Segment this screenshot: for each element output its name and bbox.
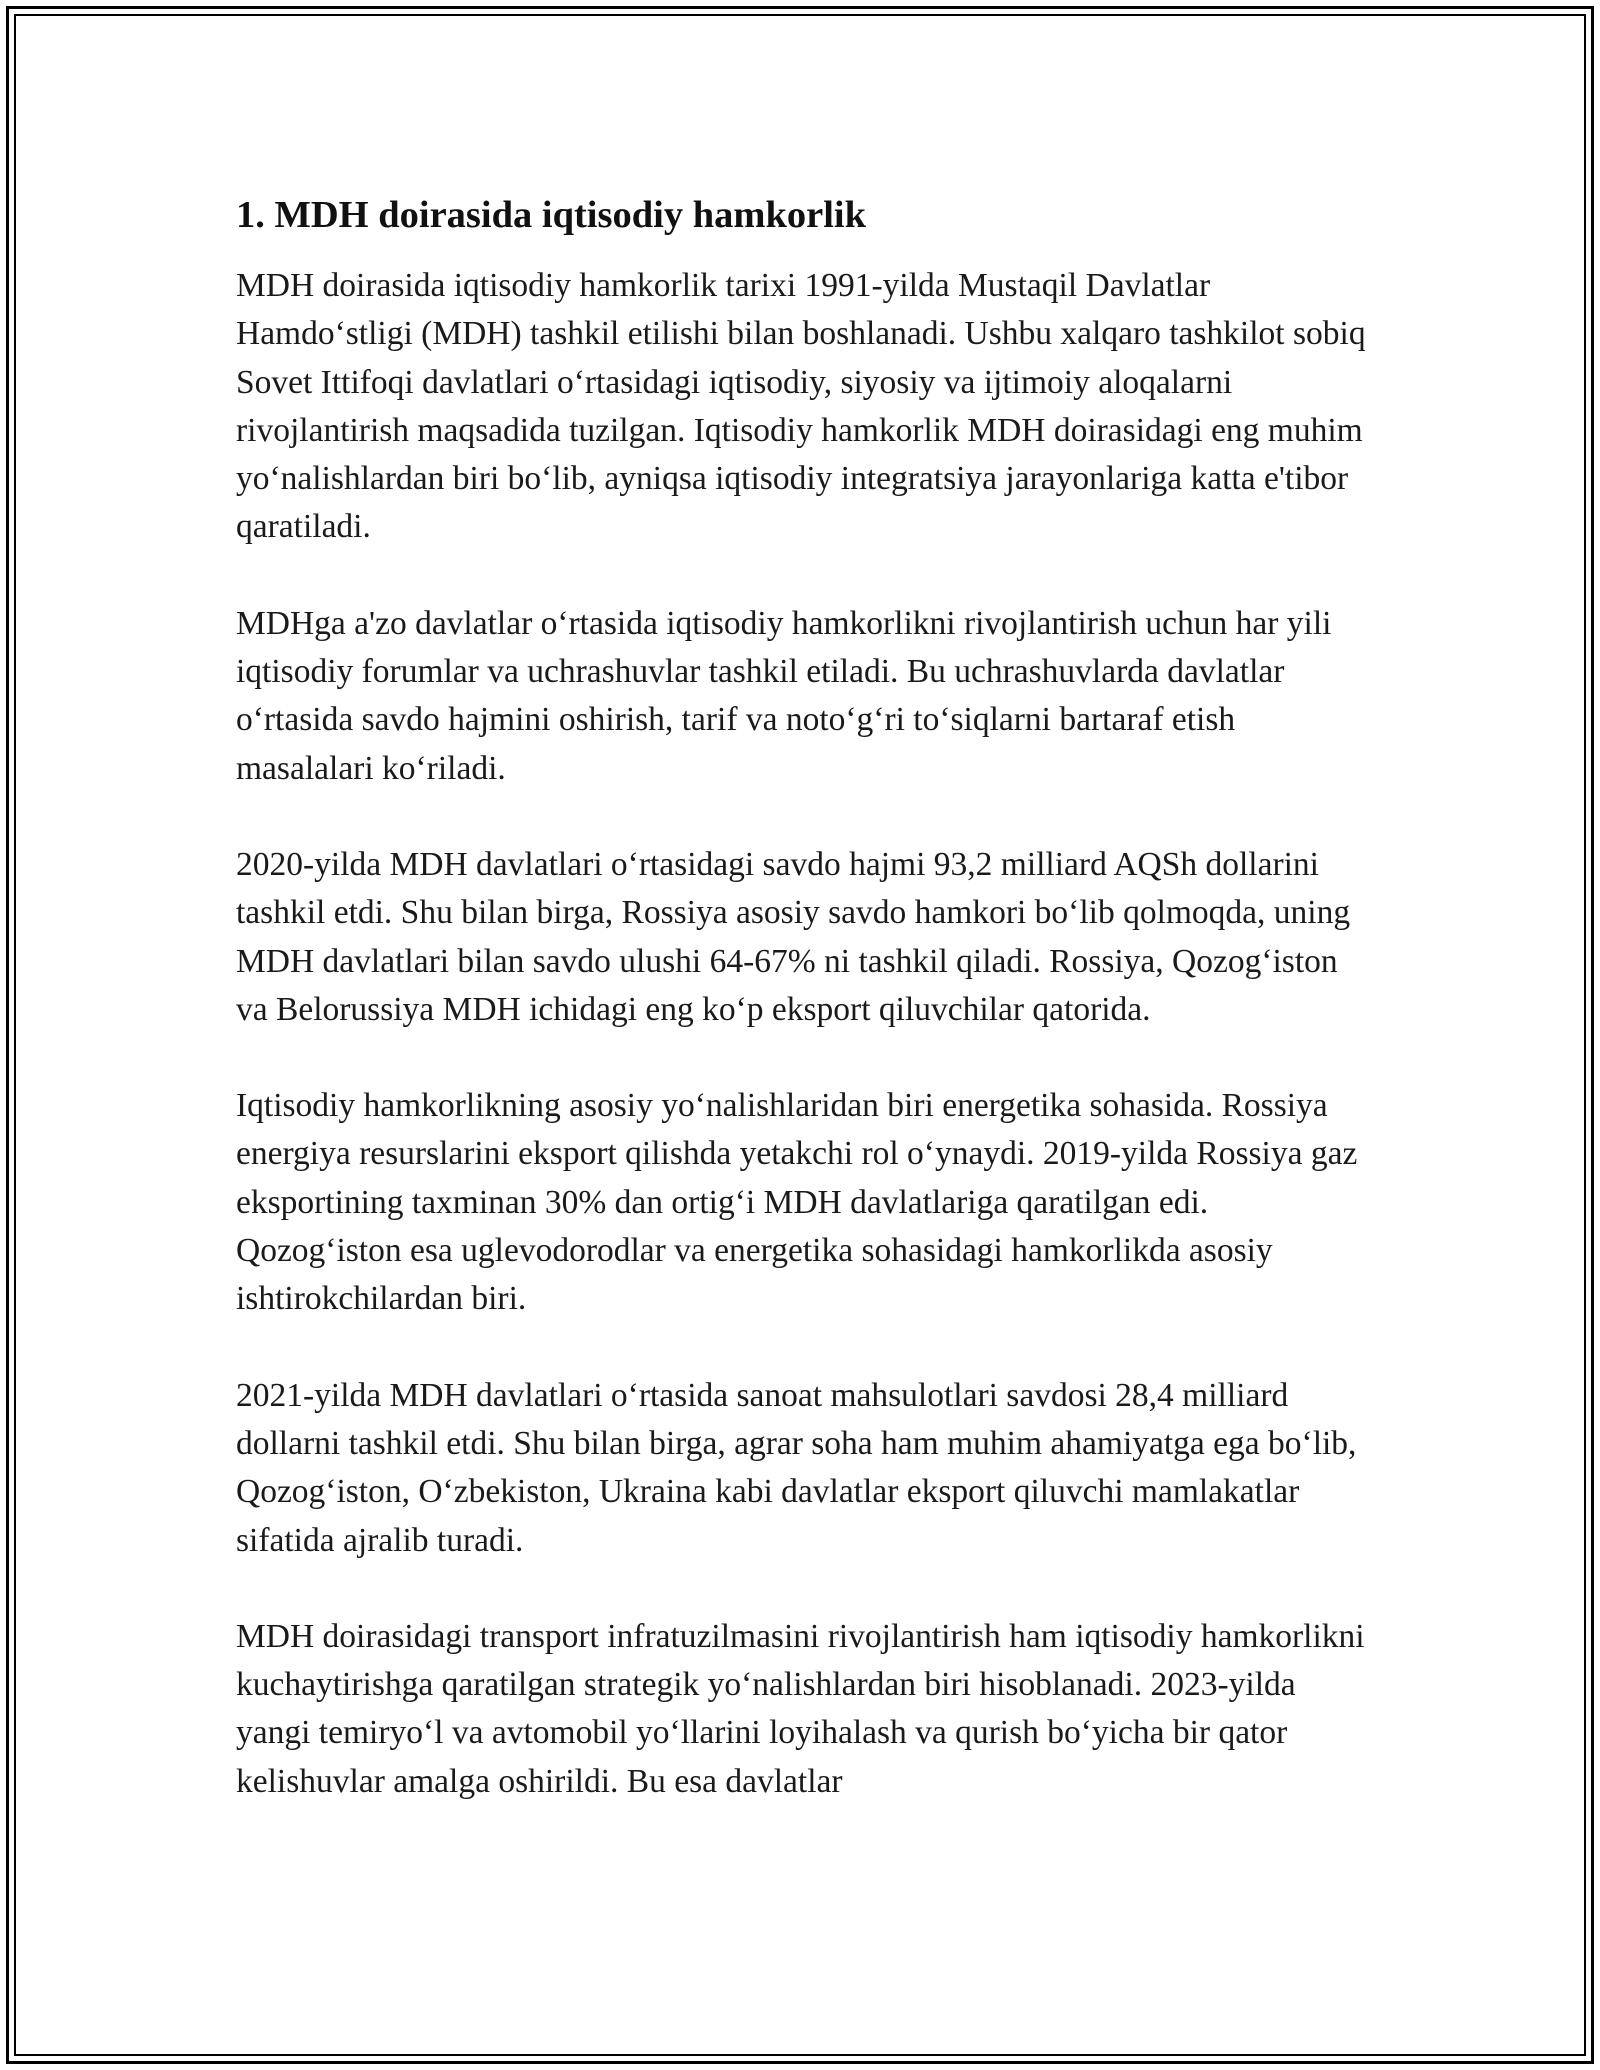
paragraph-trade-volume: 2020-yilda MDH davlatlari o‘rtasidagi savdo hajmi 93,2 milliard AQSh dollarini tashkil etdi. Shu bilan birga, Rossiya asosiy savdo hamkori bo‘lib qolmoqda, uning MDH davlatlari bilan savdo ulushi 64-67% ni tashkil qiladi. Rossiya, Qozog‘iston va Belorussiya MDH ichidagi eng ko‘p eksport qiluvchilar qatorida.: [236, 845, 1351, 1028]
document-body: [236, 188, 1366, 1854]
paragraph-industry-trade: 2021-yilda MDH davlatlari o‘rtasida sanoat mahsulotlari savdosi 28,4 milliard dollarni tashkil etdi. Shu bilan birga, agrar soha ham muhim ahamiyatga ega bo‘lib, Qozog‘iston, O‘zbekiston, Ukraina kabi davlatlar eksport qiluvchi mamlakatlar sifatida ajralib turadi.: [236, 1376, 1357, 1559]
paragraph-transport: MDH doirasidagi transport infratuzilmasini rivojlantirish ham iqtisodiy hamkorlikni kuchaytirishga qaratilgan strategik yo‘nalishlardan biri hisoblanadi. 2023-yilda yangi temiryo‘l va avtomobil yo‘llarini loyihalash va qurish bo‘yicha bir qator kelishuvlar amalga oshirildi. Bu esa davlatlar: [236, 1617, 1365, 1800]
paragraph-history: MDH doirasida iqtisodiy hamkorlik tarixi 1991-yilda Mustaqil Davlatlar Hamdo‘stligi (MDH) tashkil etilishi bilan boshlanadi. Ushbu xalqaro tashkilot sobiq Sovet Ittifoqi davlatlari o‘rtasidagi iqtisodiy, siyosiy va ijtimoiy aloqalarni rivojlantirish maqsadida tuzilgan. Iqtisodiy hamkorlik MDH doirasidagi eng muhim yo‘nalishlardan biri bo‘lib, ayniqsa iqtisodiy integratsiya jarayonlariga katta e'tibor qaratiladi.: [236, 267, 1366, 546]
paragraph-forums: MDHga a'zo davlatlar o‘rtasida iqtisodiy hamkorlikni rivojlantirish uchun har yili iqtisodiy forumlar va uchrashuvlar tashkil etiladi. Bu uchrashuvlarda davlatlar o‘rtasida savdo hajmini oshirish, tarif va noto‘g‘ri to‘siqlarni bartaraf etish masalalari ko‘riladi.: [236, 604, 1332, 787]
section-heading: 1. MDH doirasida iqtisodiy hamkorlik: [236, 194, 867, 236]
paragraph-energy: Iqtisodiy hamkorlikning asosiy yo‘nalishlaridan biri energetika sohasida. Rossiya energiya resurslarini eksport qilishda yetakchi rol o‘ynaydi. 2019-yilda Rossiya gaz eksportining taxminan 30% dan ortig‘i MDH davlatlariga qaratilgan edi. Qozog‘iston esa uglevodorodlar va energetika sohasidagi hamkorlikda asosiy ishtirokchilardan biri.: [236, 1087, 1358, 1318]
